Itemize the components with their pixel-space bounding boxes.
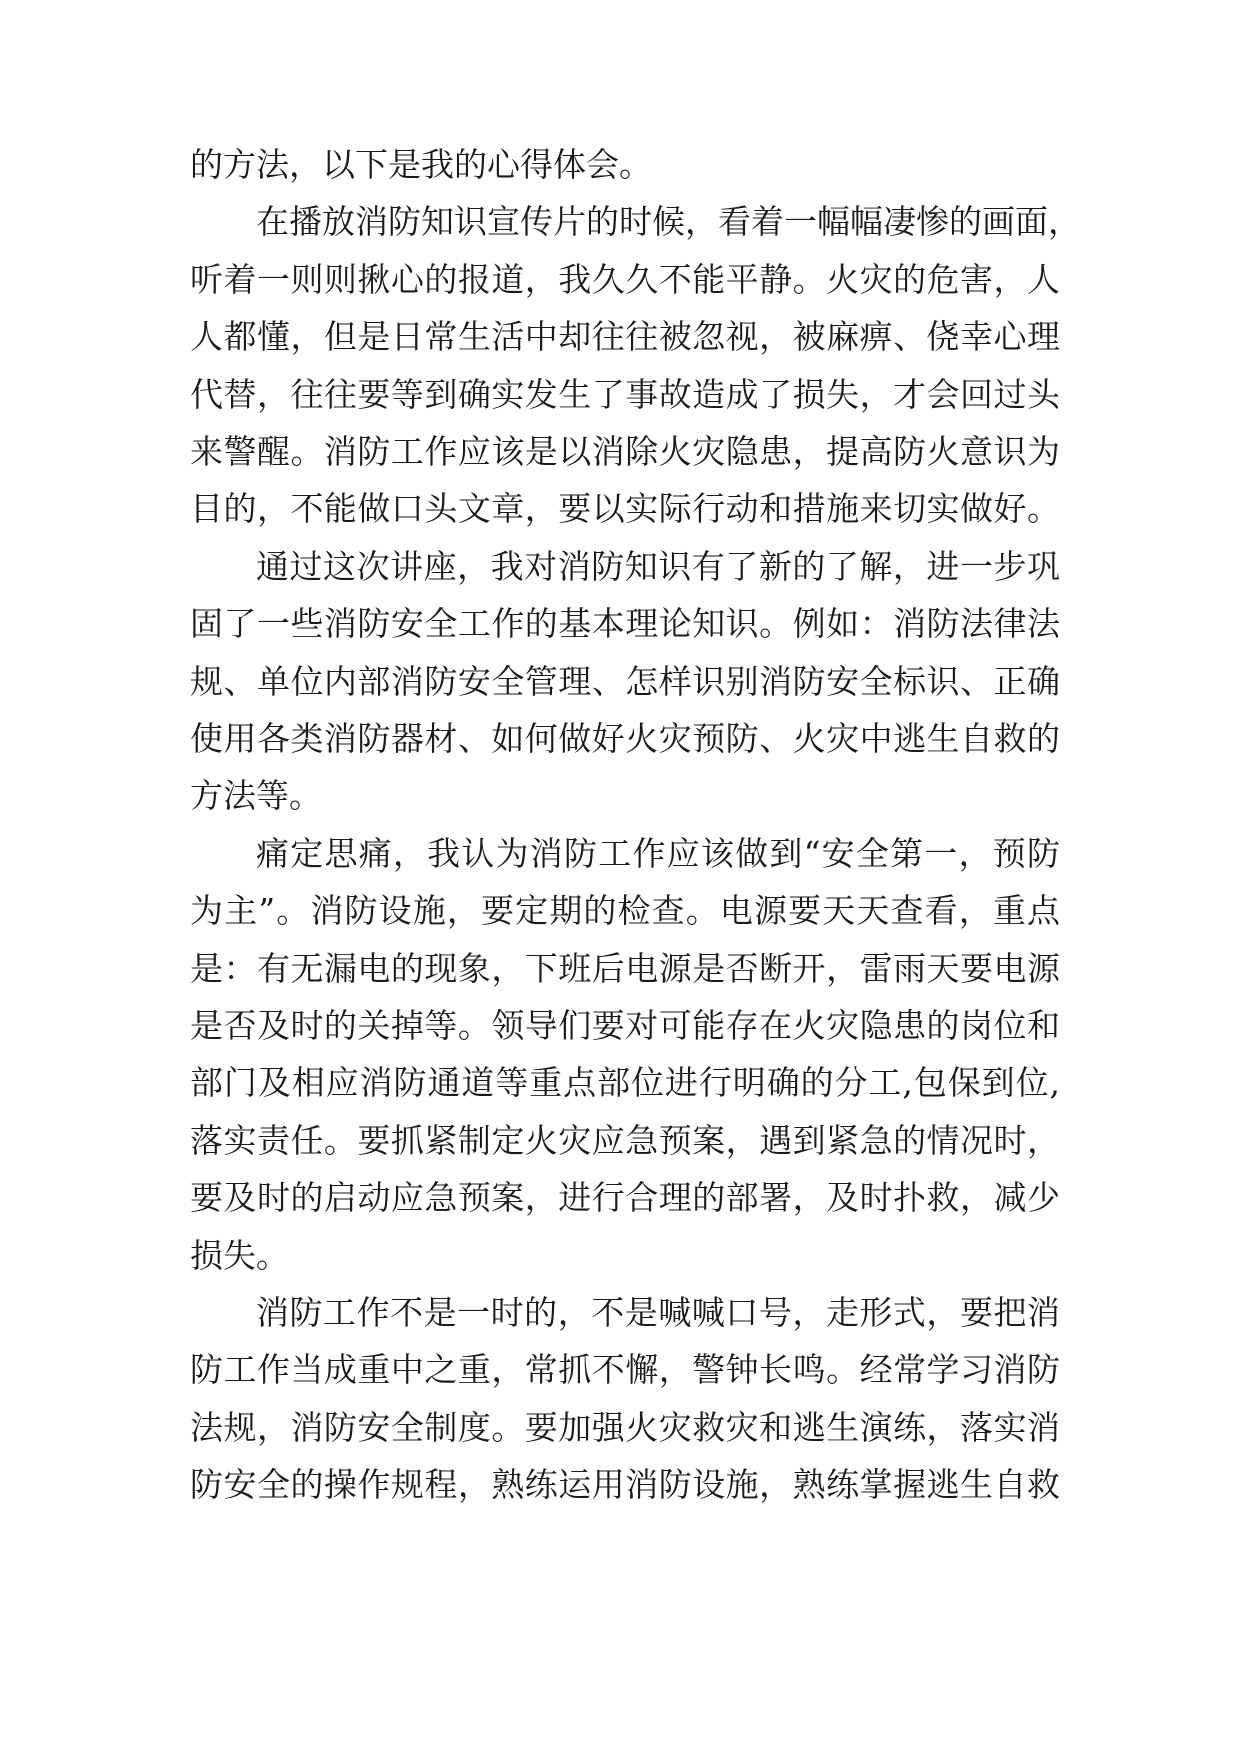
text-line: 损失。 — [190, 1235, 289, 1275]
text-line: 防安全的操作规程，熟练运用消防设施，熟练掌握逃生自救 — [190, 1465, 1060, 1505]
text-line: 部门及相应消防通道等重点部位进行明确的分工,包保到位, — [190, 1063, 1060, 1103]
text-line: 痛定思痛，我认为消防工作应该做到“安全第一，预防 — [256, 833, 1060, 873]
text-line: 要及时的启动应急预案，进行合理的部署，及时扑救，减少 — [190, 1178, 1060, 1218]
text-line: 法规，消防安全制度。要加强火灾救灾和逃生演练，落实消 — [190, 1407, 1060, 1447]
text-line: 落实责任。要抓紧制定火灾应急预案，遇到紧急的情况时， — [190, 1120, 1060, 1160]
text-line: 为主”。消防设施，要定期的检查。电源要天天查看，重点 — [190, 891, 1060, 931]
text-line: 人都懂，但是日常生活中却往往被忽视，被麻痹、侥幸心理 — [190, 317, 1060, 357]
text-line: 在播放消防知识宣传片的时候，看着一幅幅凄惨的画面， — [256, 202, 1081, 242]
text-line: 方法等。 — [190, 776, 322, 816]
text-line: 规、单位内部消防安全管理、怎样识别消防安全标识、正确 — [190, 661, 1060, 701]
text-line: 代替，往往要等到确实发生了事故造成了损失，才会回过头 — [190, 374, 1060, 414]
text-line: 使用各类消防器材、如何做好火灾预防、火灾中逃生自救的 — [190, 719, 1060, 758]
text-line: 消防工作不是一时的，不是喊喊口号，走形式，要把消 — [256, 1293, 1060, 1332]
text-line: 固了一些消防安全工作的基本理论知识。例如：消防法律法 — [190, 604, 1060, 644]
text-line: 是：有无漏电的现象，下班后电源是否断开，雷雨天要电源 — [190, 948, 1060, 988]
text-line: 是否及时的关掉等。领导们要对可能存在火灾隐患的岗位和 — [190, 1006, 1060, 1045]
text-line: 的方法，以下是我的心得体会。 — [190, 145, 652, 184]
text-line: 防工作当成重中之重，常抓不懈，警钟长鸣。经常学习消防 — [190, 1350, 1060, 1390]
text-line: 听着一则则揪心的报道，我久久不能平静。火灾的危害，人 — [190, 259, 1060, 299]
text-line: 来警醒。消防工作应该是以消除火灾隐患，提高防火意识为 — [190, 432, 1060, 471]
text-line: 目的，不能做口头文章，要以实际行动和措施来切实做好。 — [190, 489, 1060, 529]
text-line: 通过这次讲座，我对消防知识有了新的了解，进一步巩 — [256, 546, 1060, 586]
